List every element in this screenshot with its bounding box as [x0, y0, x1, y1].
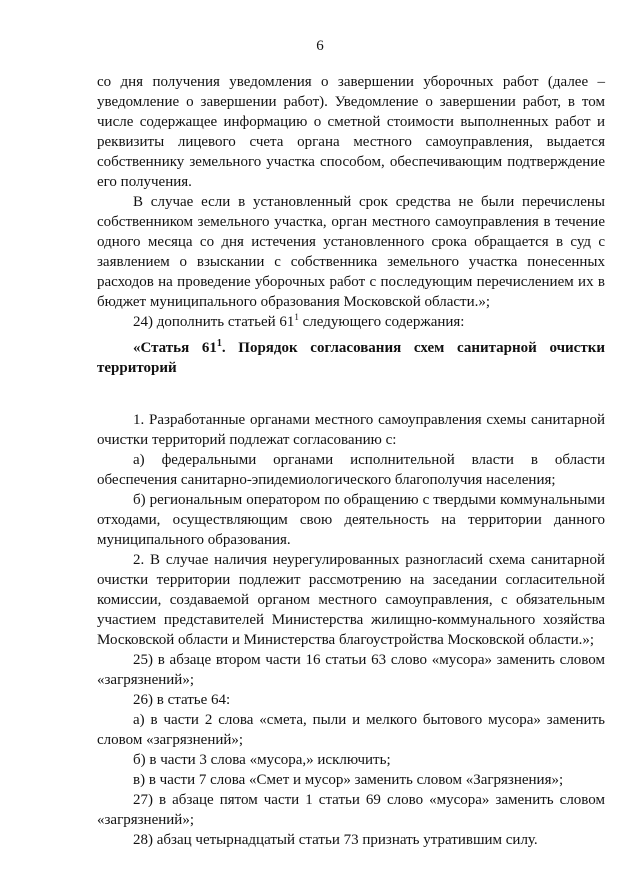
- amendment-25: 25) в абзаце втором части 16 статьи 63 слово «мусора» заменить словом «загрязнений»;: [97, 652, 605, 688]
- amendment-26-c: в) в части 7 слова «Смет и мусор» заменить словом «Загрязнения»;: [133, 772, 564, 788]
- amendment-28: 28) абзац четырнадцатый статьи 73 признать утратившим силу.: [133, 832, 538, 848]
- amendment-26-a: а) в части 2 слова «смета, пыли и мелкого бытового мусора» заменить словом «загрязнений»;: [97, 712, 605, 748]
- article-heading-text-end: . Порядок согласования схем санитарной очистки территорий: [97, 340, 605, 376]
- clause-2: 2. В случае наличия неурегулированных разногласий схема санитарной очистки территории подлежит рассмотрению на заседании согласительной комиссии, создаваемой органом местного самоуправления, с обязательным участием представителей Министерства жилищно-коммунального хозяйства Московской области и Министерства благоустройства Московской области.»;: [97, 552, 605, 648]
- amendment-27: 27) в абзаце пятом части 1 статьи 69 слово «мусора» заменить словом «загрязнений»;: [97, 792, 605, 828]
- amendment-26-b: б) в части 3 слова «мусора,» исключить;: [133, 752, 391, 768]
- clause-1-a: а) федеральными органами исполнительной власти в области обеспечения санитарно-эпидемиологического благополучия населения;: [97, 452, 605, 488]
- article-heading-text: «Статья 61: [133, 340, 217, 356]
- document-body: [97, 72, 605, 850]
- paragraph-court-claim: В случае если в установленный срок средства не были перечислены собственником земельного участка, орган местного самоуправления в течение одного месяца со дня истечения установленного срока обращается в суд с заявлением о взыскании с собственника земельного участка понесенных расходов на проведение уборочных работ с последующим перечислением их в бюджет муниципального образования Московской области.»;: [97, 194, 605, 310]
- article-heading: [97, 338, 605, 378]
- clause-1-b: б) региональным оператором по обращению с твердыми коммунальными отходами, осуществляющим свою деятельность на территории данного муниципального образования.: [97, 492, 605, 548]
- spacer: [97, 378, 605, 410]
- page-number: 6: [316, 38, 324, 54]
- clause-1: 1. Разработанные органами местного самоуправления схемы санитарной очистки территорий подлежат согласованию с:: [97, 412, 605, 448]
- amendment-24-superscript: 1: [294, 312, 299, 322]
- amendment-24: [97, 312, 605, 332]
- article-heading-superscript: 1: [216, 338, 222, 349]
- paragraph-continuation: со дня получения уведомления о завершении уборочных работ (далее – уведомление о завершении работ). Уведомление о завершении работ, в том числе содержащее информацию о сметной стоимости выполненных работ и реквизиты лицевого счета органа местного самоуправления, выдается собственнику земельного участка способом, обеспечивающим подтверждение его получения.: [97, 74, 605, 190]
- amendment-24-text-end: следующего содержания:: [298, 314, 465, 330]
- amendment-24-text: 24) дополнить статьей 61: [133, 314, 295, 330]
- amendment-26: 26) в статье 64:: [133, 692, 231, 708]
